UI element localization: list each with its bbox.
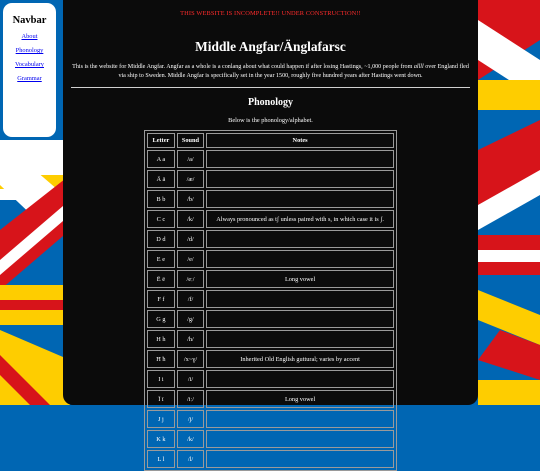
- cell-notes: Inherited Old English guttural; varies by accent: [206, 350, 394, 368]
- navbar-title: Navbar: [12, 15, 47, 26]
- section-description: Below is the phonology/alphabet.: [228, 117, 313, 124]
- cell-letter: L l: [147, 450, 175, 468]
- nav-link-vocabulary[interactable]: Vocabulary: [15, 61, 44, 68]
- cell-sound: /k/: [177, 210, 204, 228]
- cell-sound: /eː/: [177, 270, 204, 288]
- cell-letter: H h: [147, 330, 175, 348]
- cell-sound: /e/: [177, 250, 204, 268]
- cell-sound: /æ/: [177, 170, 204, 188]
- column-header-notes: Notes: [206, 133, 394, 148]
- main-content: [63, 0, 478, 463]
- cell-notes: Always pronounced as tʃ unless paired with s, in which case it is ʃ.: [206, 210, 394, 228]
- cell-notes: Long vowel: [206, 270, 394, 288]
- cell-letter: Ä ä: [147, 170, 175, 188]
- intro-text-end: over England fled via ship to Sweden. Middle Angfar is specifically set in the year 1500, roughly five hundred years after Hastings went down.: [118, 64, 469, 79]
- table-row: [147, 230, 394, 248]
- table-row: [147, 310, 394, 328]
- cell-notes: [206, 370, 394, 388]
- cell-sound: /x~ɣ/: [177, 350, 204, 368]
- table-row: [147, 150, 394, 168]
- cell-letter: J j: [147, 410, 175, 428]
- table-row: [147, 190, 394, 208]
- table-body: [147, 150, 394, 468]
- cell-sound: /i/: [177, 370, 204, 388]
- cell-letter: B b: [147, 190, 175, 208]
- cell-sound: /a/: [177, 150, 204, 168]
- cell-notes: [206, 230, 394, 248]
- divider: [71, 87, 470, 88]
- cell-notes: [206, 450, 394, 468]
- nav-link-grammar[interactable]: Grammar: [17, 75, 42, 82]
- cell-letter: A a: [147, 150, 175, 168]
- cell-notes: [206, 190, 394, 208]
- cell-notes: [206, 170, 394, 188]
- cell-letter: I i: [147, 370, 175, 388]
- nav-link-about[interactable]: About: [21, 33, 38, 40]
- column-header-letter: Letter: [147, 133, 175, 148]
- table-row: [147, 430, 394, 448]
- phonology-table: [144, 130, 397, 471]
- cell-sound: /g/: [177, 310, 204, 328]
- cell-letter: F f: [147, 290, 175, 308]
- cell-letter: D d: [147, 230, 175, 248]
- cell-letter: G g: [147, 310, 175, 328]
- cell-sound: /j/: [177, 410, 204, 428]
- intro-text-italic: allll: [413, 64, 424, 70]
- cell-sound: /b/: [177, 190, 204, 208]
- cell-letter: Ē ē: [147, 270, 175, 288]
- table-row: [147, 390, 394, 408]
- section-title: Phonology: [247, 97, 293, 108]
- table-row: [147, 290, 394, 308]
- cell-notes: [206, 330, 394, 348]
- cell-letter: K k: [147, 430, 175, 448]
- page-title: Middle Angfar/Änglafarsc: [195, 39, 346, 54]
- cell-notes: [206, 430, 394, 448]
- cell-letter: C c: [147, 210, 175, 228]
- column-header-sound: Sound: [177, 133, 204, 148]
- cell-sound: /f/: [177, 290, 204, 308]
- intro-text-start: This is the website for Middle Angfar. Angfar as a whole is a conlang about what could happen if after losing Hastings, ~1,000 people from: [72, 64, 414, 70]
- table-row: [147, 170, 394, 188]
- cell-letter: Ħ ħ: [147, 350, 175, 368]
- table-row: [147, 250, 394, 268]
- cell-letter: Ī ī: [147, 390, 175, 408]
- cell-notes: Long vowel: [206, 390, 394, 408]
- table-row: [147, 270, 394, 288]
- cell-letter: E e: [147, 250, 175, 268]
- cell-notes: [206, 410, 394, 428]
- cell-notes: [206, 290, 394, 308]
- table-row: [147, 210, 394, 228]
- navbar: [3, 3, 56, 137]
- table-header-row: [147, 133, 394, 148]
- cell-sound: /iː/: [177, 390, 204, 408]
- cell-sound: /l/: [177, 450, 204, 468]
- cell-sound: /k/: [177, 430, 204, 448]
- cell-sound: /d/: [177, 230, 204, 248]
- cell-sound: /h/: [177, 330, 204, 348]
- nav-link-phonology[interactable]: Phonology: [15, 47, 44, 54]
- cell-notes: [206, 150, 394, 168]
- table-row: [147, 330, 394, 348]
- table-row: [147, 450, 394, 468]
- cell-notes: [206, 250, 394, 268]
- table-row: [147, 370, 394, 388]
- table-row: [147, 350, 394, 368]
- construction-notice: THIS WEBSITE IS INCOMPLETE!! UNDER CONSTRUCTION!!: [180, 10, 361, 17]
- table-row: [147, 410, 394, 428]
- cell-notes: [206, 310, 394, 328]
- intro-paragraph: [71, 63, 470, 81]
